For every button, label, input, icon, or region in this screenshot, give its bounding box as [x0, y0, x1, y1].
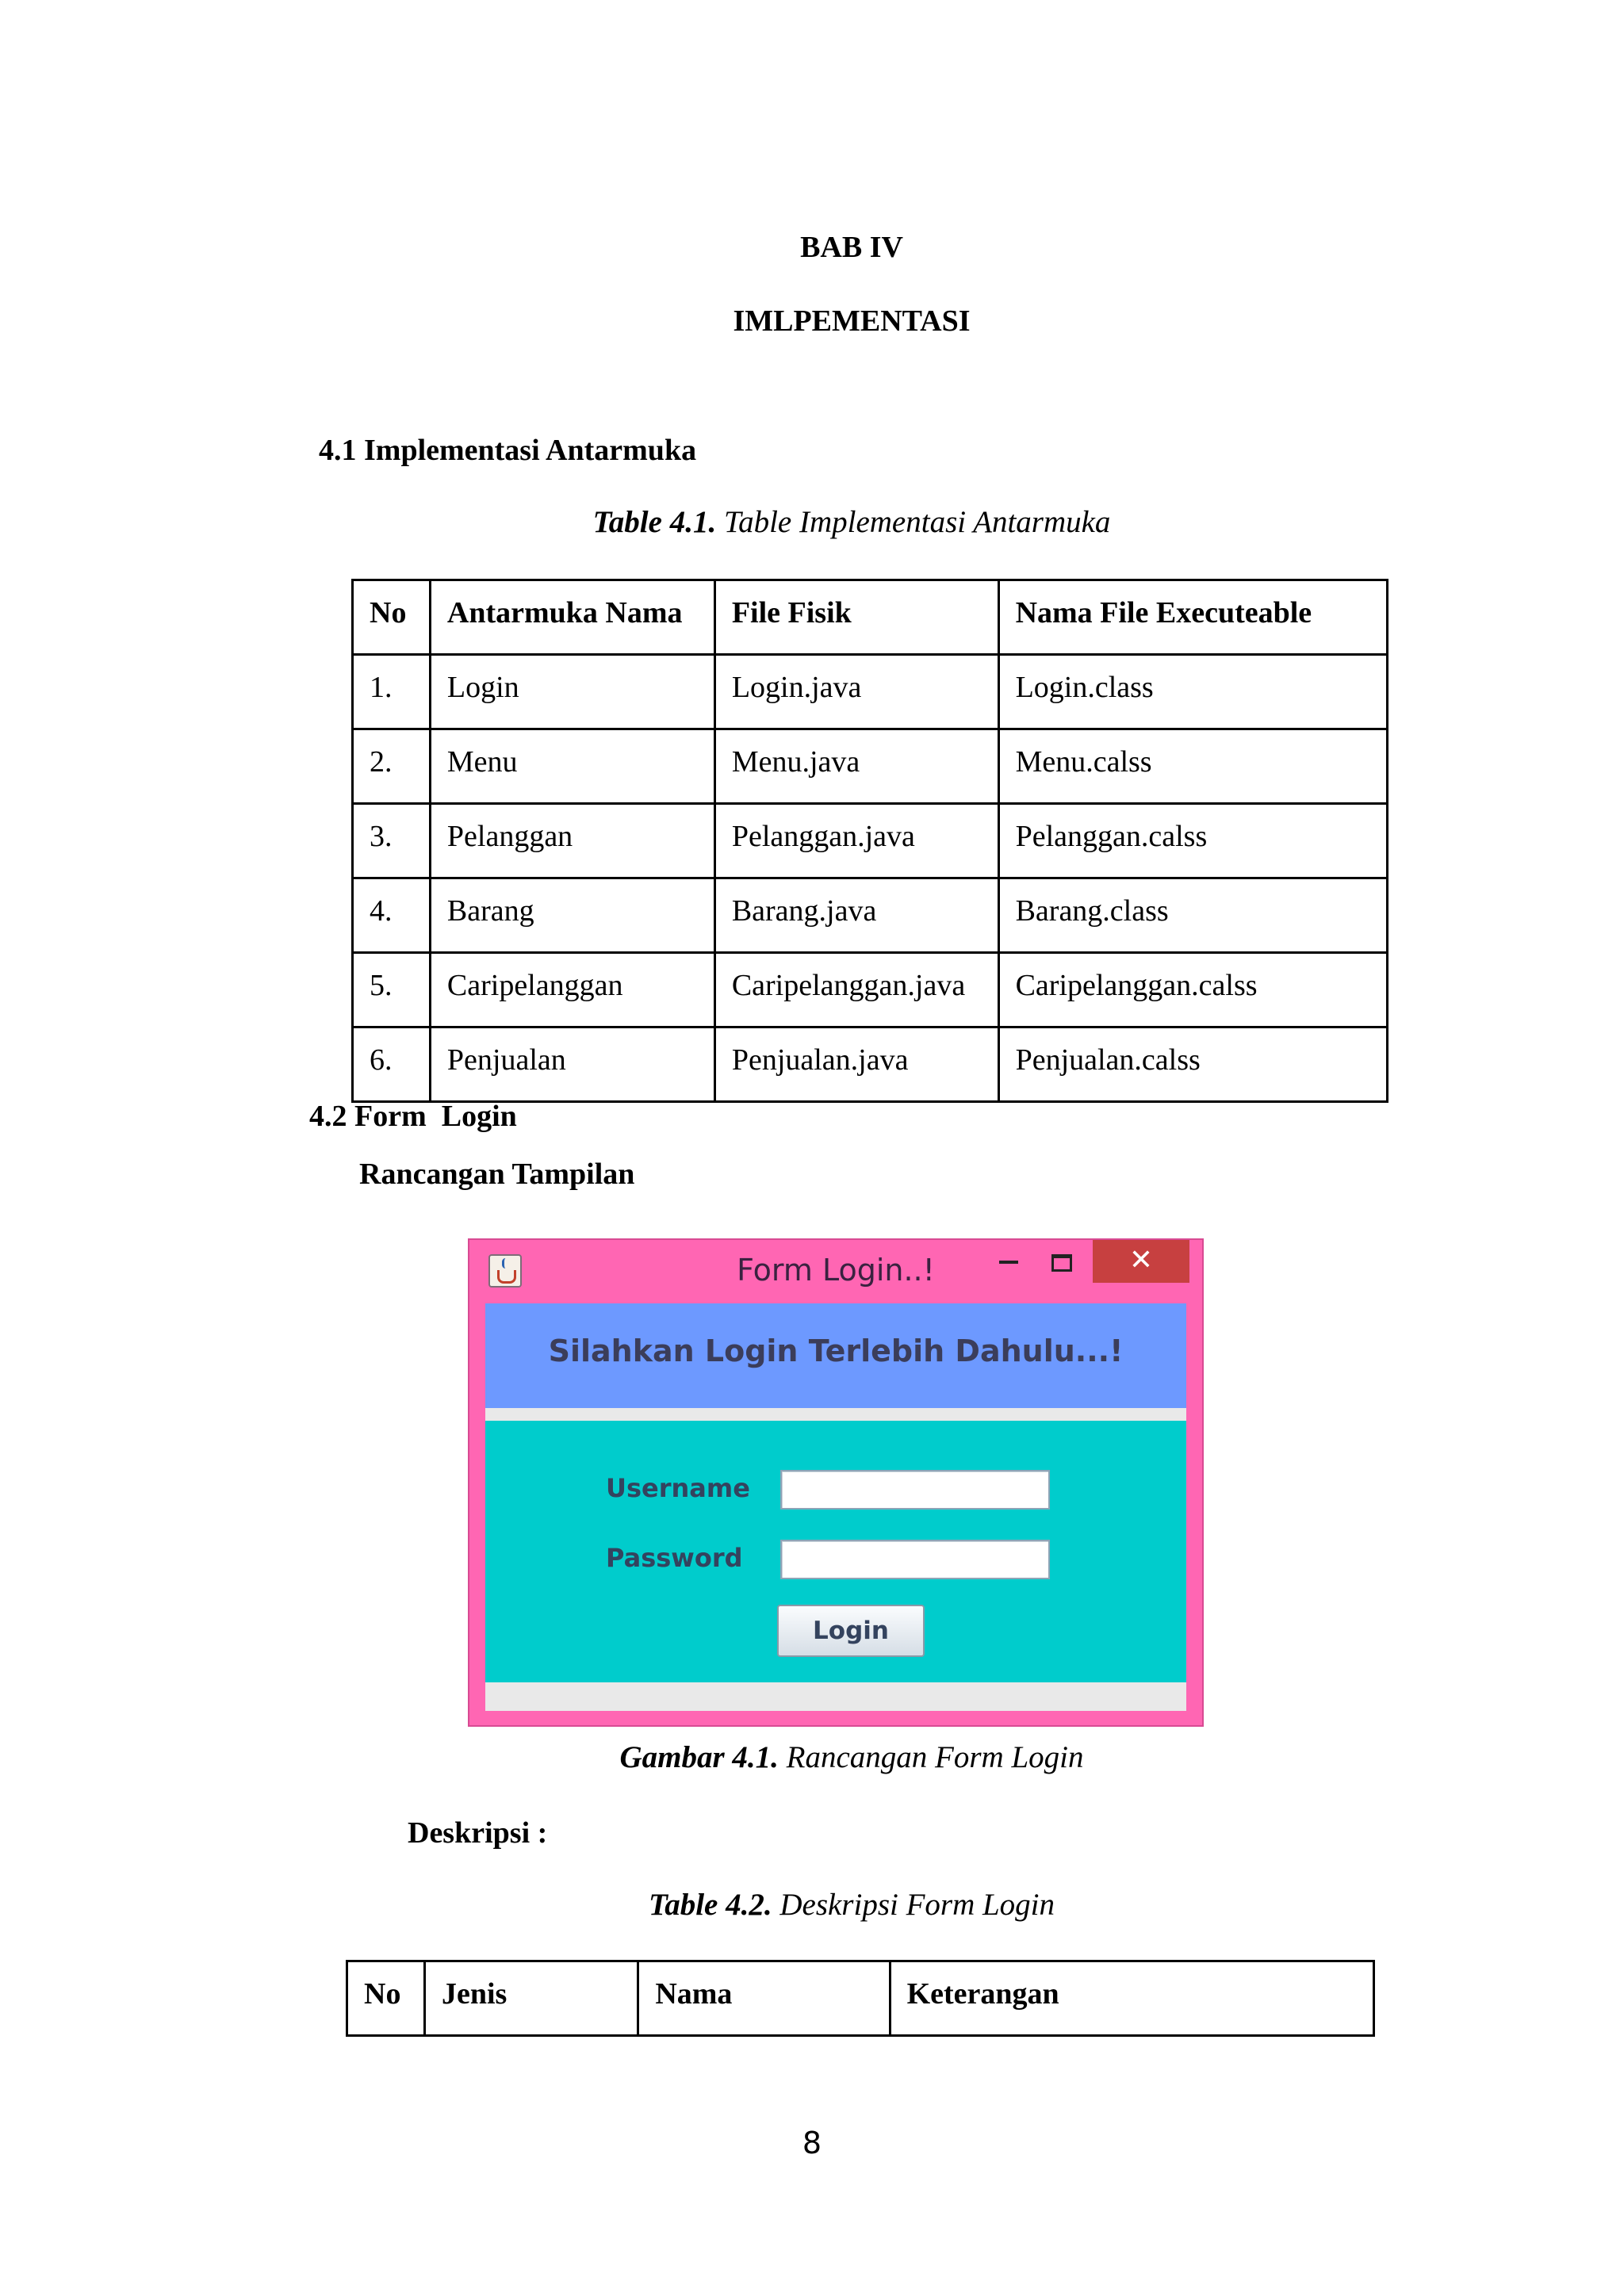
cell-executeable: Barang.class — [998, 878, 1387, 953]
cell-file-fisik: Caripelanggan.java — [714, 953, 998, 1027]
table-4-2-caption — [0, 1887, 1624, 1923]
cell-file-fisik: Menu.java — [714, 729, 998, 804]
table-row — [353, 1027, 1388, 1102]
figure-4-1-caption-text: Rancangan Form Login — [778, 1740, 1084, 1774]
figure-4-1-caption — [0, 1739, 1624, 1775]
window-titlebar — [469, 1240, 1202, 1303]
header-no: No — [353, 580, 431, 655]
cell-file-fisik: Pelanggan.java — [714, 804, 998, 878]
maximize-icon — [1051, 1254, 1072, 1272]
header-no: No — [347, 1961, 425, 2036]
cell-executeable: Menu.calss — [998, 729, 1387, 804]
cell-no: 5. — [353, 953, 431, 1027]
header-file-fisik: File Fisik — [714, 580, 998, 655]
close-icon: ✕ — [1093, 1240, 1189, 1283]
table-4-1-caption-text: Table Implementasi Antarmuka — [716, 505, 1111, 539]
table-4-1-caption — [0, 504, 1624, 540]
subheading-rancangan-tampilan: Rancangan Tampilan — [359, 1158, 635, 1191]
username-label: Username — [606, 1473, 750, 1503]
cell-no: 1. — [353, 655, 431, 729]
table-implementasi-antarmuka — [351, 579, 1388, 1103]
cell-no: 3. — [353, 804, 431, 878]
cell-executeable: Penjualan.calss — [998, 1027, 1387, 1102]
login-window-figure — [468, 1238, 1204, 1727]
cell-executeable: Caripelanggan.calss — [998, 953, 1387, 1027]
table-row — [353, 878, 1388, 953]
cell-antarmuka: Login — [430, 655, 714, 729]
cell-antarmuka: Barang — [430, 878, 714, 953]
cell-antarmuka: Penjualan — [430, 1027, 714, 1102]
chapter-title: IMLPEMENTASI — [733, 304, 971, 338]
table-row — [353, 729, 1388, 804]
username-field — [780, 1470, 1050, 1510]
table-row — [353, 804, 1388, 878]
header-nama: Nama — [638, 1961, 890, 2036]
cell-executeable: Pelanggan.calss — [998, 804, 1387, 878]
banner-panel — [485, 1303, 1186, 1408]
table-4-1-caption-label: Table 4.1. — [592, 505, 717, 539]
table-4-2-caption-label: Table 4.2. — [648, 1888, 772, 1922]
description-label: Deskripsi : — [408, 1816, 548, 1850]
header-antarmuka-nama: Antarmuka Nama — [430, 580, 714, 655]
window-client-area — [485, 1303, 1186, 1711]
chapter-label: BAB IV — [800, 231, 903, 264]
cell-file-fisik: Login.java — [714, 655, 998, 729]
banner-text: Silahkan Login Terlebih Dahulu...! — [548, 1334, 1124, 1368]
cell-antarmuka: Menu — [430, 729, 714, 804]
cell-no: 4. — [353, 878, 431, 953]
password-label: Password — [606, 1543, 743, 1573]
minimize-icon — [999, 1261, 1018, 1264]
table-row — [353, 655, 1388, 729]
cell-antarmuka: Pelanggan — [430, 804, 714, 878]
password-field — [780, 1540, 1050, 1579]
login-panel — [485, 1421, 1186, 1682]
table-header-row — [347, 1961, 1374, 2036]
table-header-row — [353, 580, 1388, 655]
cell-no: 2. — [353, 729, 431, 804]
header-nama-file-executeable: Nama File Executeable — [998, 580, 1387, 655]
header-jenis: Jenis — [424, 1961, 638, 2036]
table-deskripsi-form-login — [346, 1960, 1375, 2037]
figure-4-1-caption-label: Gambar 4.1. — [619, 1740, 779, 1774]
section-heading-4-1: 4.1 Implementasi Antarmuka — [319, 434, 697, 467]
table-row — [353, 953, 1388, 1027]
window-title: Form Login..! — [737, 1253, 935, 1288]
cell-file-fisik: Barang.java — [714, 878, 998, 953]
section-heading-4-2: 4.2 Form Login — [309, 1100, 517, 1133]
header-keterangan: Keterangan — [890, 1961, 1373, 2036]
cell-executeable: Login.class — [998, 655, 1387, 729]
cell-no: 6. — [353, 1027, 431, 1102]
cell-file-fisik: Penjualan.java — [714, 1027, 998, 1102]
page-number: 8 — [802, 2126, 822, 2160]
login-button: Login — [777, 1605, 925, 1657]
table-4-2-caption-text: Deskripsi Form Login — [772, 1888, 1055, 1922]
cell-antarmuka: Caripelanggan — [430, 953, 714, 1027]
